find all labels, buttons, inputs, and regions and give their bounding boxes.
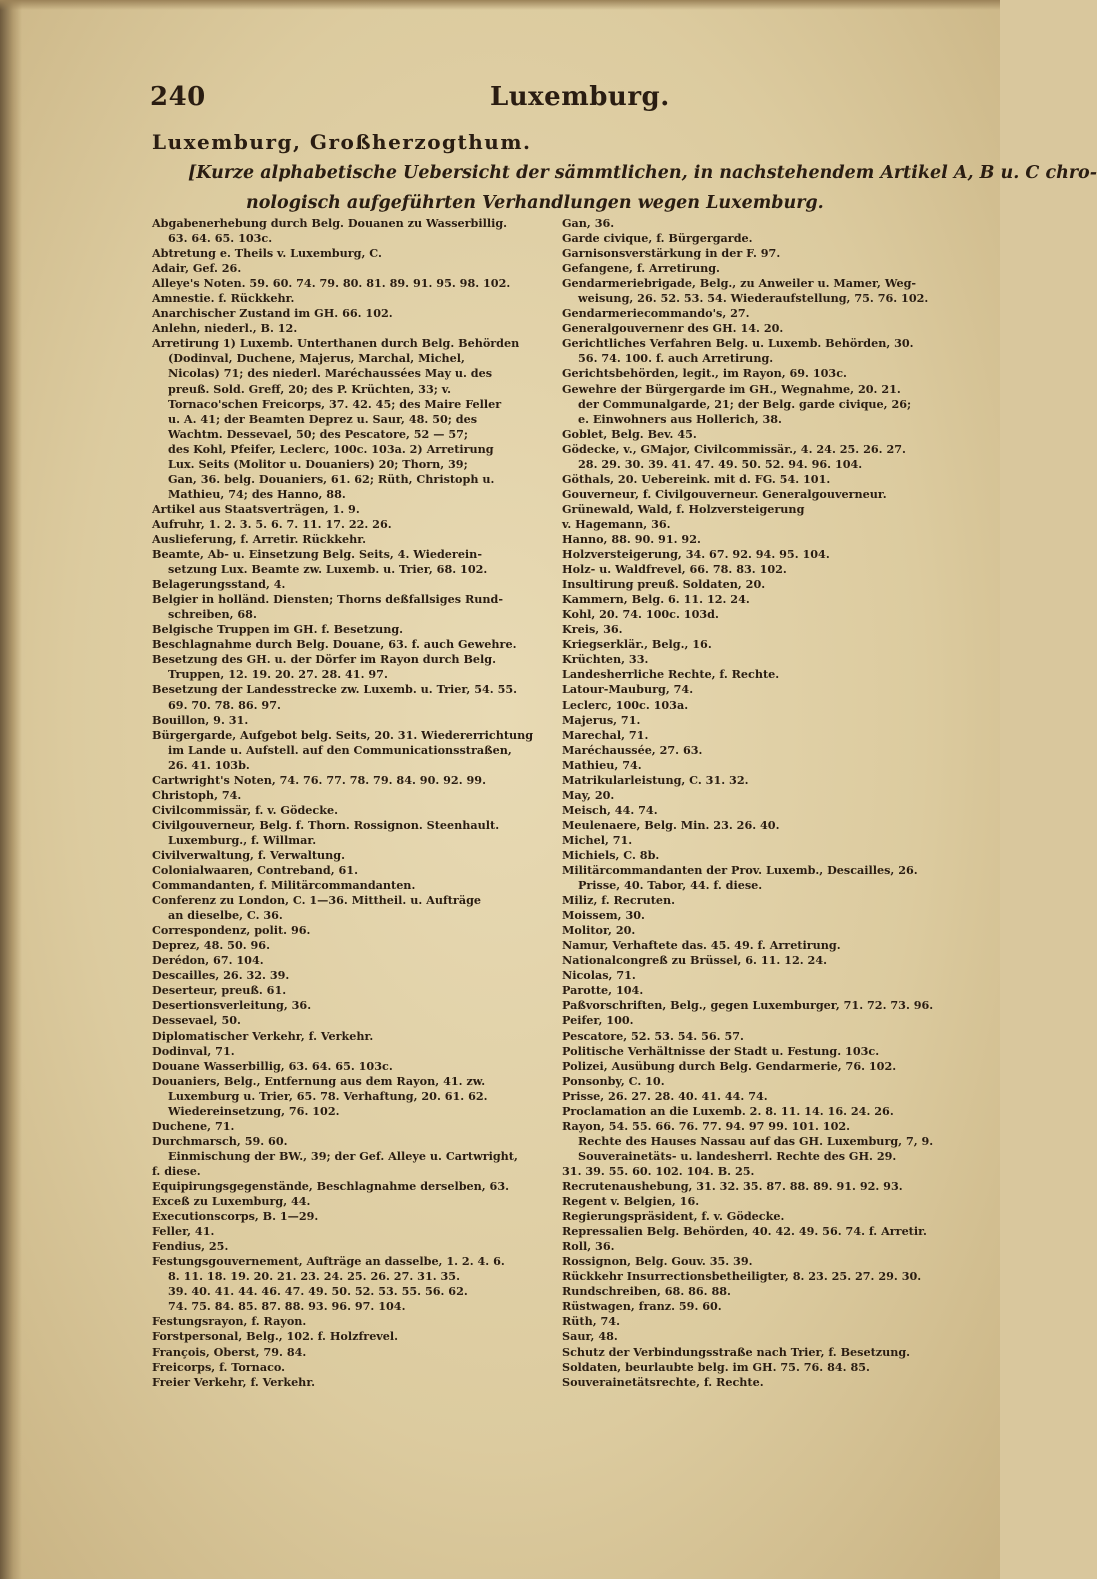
index-entry: Peifer, 100. <box>562 1013 634 1028</box>
index-entry: Meisch, 44. 74. <box>562 802 658 817</box>
index-entry: Truppen, 12. 19. 20. 27. 28. 41. 97. <box>168 667 388 682</box>
index-entry: Leclerc, 100c. 103a. <box>562 697 689 712</box>
index-entry: Arretirung 1) Luxemb. Unterthanen durch Belg. Behörden <box>152 336 520 351</box>
index-entry: Holz- u. Waldfrevel, 66. 78. 83. 102. <box>562 562 787 577</box>
index-entry: Latour-Mauburg, 74. <box>562 682 694 697</box>
index-entry: Souverainetäts- u. landesherrl. Rechte des GH. 29. <box>578 1148 897 1163</box>
index-entry: Gendarmeriebrigade, Belg., zu Anweiler u. Mamer, Weg- <box>562 276 917 291</box>
index-entry: Dodinval, 71. <box>152 1043 235 1058</box>
index-entry: Garde civique, f. Bürgergarde. <box>562 231 753 246</box>
index-entry: Dessevael, 50. <box>152 1013 241 1028</box>
index-entry: Namur, Verhaftete das. 45. 49. f. Arretirung. <box>562 938 841 953</box>
index-entry: Christoph, 74. <box>152 787 242 802</box>
index-entry: Rüstwagen, franz. 59. 60. <box>562 1299 722 1314</box>
index-entry: Durchmarsch, 59. 60. <box>152 1133 288 1148</box>
index-entry: im Lande u. Aufstell. auf den Communicationsstraßen, <box>168 742 512 757</box>
index-entry: Rückkehr Insurrectionsbetheiligter, 8. 23. 25. 27. 29. 30. <box>562 1269 922 1284</box>
index-entry: weisung, 26. 52. 53. 54. Wiederaufstellung, 75. 76. 102. <box>578 291 929 306</box>
index-entry: 39. 40. 41. 44. 46. 47. 49. 50. 52. 53. 55. 56. 62. <box>168 1284 468 1299</box>
index-entry: Parotte, 104. <box>562 983 644 998</box>
index-entry: Molitor, 20. <box>562 923 636 938</box>
index-entry: Civilgouverneur, Belg. f. Thorn. Rossignon. Steenhault. <box>152 817 500 832</box>
index-entry: Belgische Truppen im GH. f. Besetzung. <box>152 622 404 637</box>
section-title: Luxemburg, Großherzogthum. <box>152 130 532 154</box>
index-entry: Deserteur, preuß. 61. <box>152 983 287 998</box>
index-entry: Luxemburg u. Trier, 65. 78. Verhaftung, 20. 61. 62. <box>168 1088 488 1103</box>
index-entry: der Communalgarde, 21; der Belg. garde civique, 26; <box>578 396 912 411</box>
index-entry: Feller, 41. <box>152 1224 215 1239</box>
index-entry: Proclamation an die Luxemb. 2. 8. 11. 14. 16. 24. 26. <box>562 1103 894 1118</box>
index-entry: an dieselbe, C. 36. <box>168 908 283 923</box>
index-entry: Abtretung e. Theils v. Luxemburg, C. <box>152 246 382 261</box>
index-entry: Derédon, 67. 104. <box>152 953 264 968</box>
index-entry: Kreis, 36. <box>562 622 623 637</box>
index-entry: Conferenz zu London, C. 1—36. Mittheil. u. Aufträge <box>152 893 482 908</box>
index-entry: Hanno, 88. 90. 91. 92. <box>562 531 701 546</box>
index-entry: Anlehn, niederl., B. 12. <box>152 321 298 336</box>
index-entry: Beamte, Ab- u. Einsetzung Belg. Seits, 4. Wiederein- <box>152 547 482 562</box>
index-entry: Colonialwaaren, Contreband, 61. <box>152 863 358 878</box>
index-entry: Abgabenerhebung durch Belg. Douanen zu Wasserbillig. <box>152 216 508 230</box>
index-entry: 74. 75. 84. 85. 87. 88. 93. 96. 97. 104. <box>168 1299 406 1314</box>
index-entry: Politische Verhältnisse der Stadt u. Festung. 103c. <box>562 1043 880 1058</box>
index-entry: Kammern, Belg. 6. 11. 12. 24. <box>562 592 750 607</box>
index-entry: Marechal, 71. <box>562 727 649 742</box>
page-header <box>150 82 670 122</box>
index-entry: François, Oberst, 79. 84. <box>152 1344 307 1359</box>
index-entry: Moissem, 30. <box>562 908 645 923</box>
index-entry: Miliz, f. Recruten. <box>562 893 676 908</box>
index-entry: e. Einwohners aus Hollerich, 38. <box>578 411 782 426</box>
index-entry: Festungsrayon, f. Rayon. <box>152 1314 307 1329</box>
index-entry: Amnestie. f. Rückkehr. <box>152 291 295 306</box>
index-entry: Bouillon, 9. 31. <box>152 712 249 727</box>
index-column-right <box>562 216 970 1390</box>
index-entry: Michel, 71. <box>562 832 633 847</box>
index-entry: Civilcommissär, f. v. Gödecke. <box>152 802 338 817</box>
index-entry: Rayon, 54. 55. 66. 76. 77. 94. 97 99. 101. 102. <box>562 1118 851 1133</box>
index-entry: Matrikularleistung, C. 31. 32. <box>562 772 749 787</box>
index-entry: Commandanten, f. Militärcommandanten. <box>152 878 416 893</box>
index-entry: Kriegserklär., Belg., 16. <box>562 637 712 652</box>
index-entry: Göthals, 20. Uebereink. mit d. FG. 54. 101. <box>562 471 831 486</box>
index-entry: Cartwright's Noten, 74. 76. 77. 78. 79. 84. 90. 92. 99. <box>152 772 486 787</box>
index-entry: Paßvorschriften, Belg., gegen Luxemburger, 71. 72. 73. 96. <box>562 998 934 1013</box>
index-entry: Rundschreiben, 68. 86. 88. <box>562 1284 731 1299</box>
index-entry: Meulenaere, Belg. Min. 23. 26. 40. <box>562 817 780 832</box>
index-entry: Schutz der Verbindungsstraße nach Trier, f. Besetzung. <box>562 1344 911 1359</box>
index-entry: Ponsonby, C. 10. <box>562 1073 665 1088</box>
index-entry: Einmischung der BW., 39; der Gef. Alleye u. Cartwright, <box>168 1148 518 1163</box>
binding-gutter <box>0 0 22 1579</box>
index-entry: May, 20. <box>562 787 615 802</box>
index-entry: Souverainetätsrechte, f. Rechte. <box>562 1374 764 1389</box>
index-entry: Wachtm. Dessevael, 50; des Pescatore, 52 — 57; <box>168 426 469 441</box>
index-entry: Wiedereinsetzung, 76. 102. <box>168 1103 340 1118</box>
index-entry: Belagerungsstand, 4. <box>152 577 286 592</box>
index-entry: Forstpersonal, Belg., 102. f. Holzfrevel. <box>152 1329 399 1344</box>
index-entry: Saur, 48. <box>562 1329 618 1344</box>
index-entry: Repressalien Belg. Behörden, 40. 42. 49. 56. 74. f. Arretir. <box>562 1224 927 1239</box>
index-entry: Gefangene, f. Arretirung. <box>562 261 720 276</box>
summary-note-line-1: [Kurze alphabetische Uebersicht der sämmtlichen, in nachstehendem Artikel A, B u. C chro- <box>188 163 1097 183</box>
index-entry: Rossignon, Belg. Gouv. 35. 39. <box>562 1254 753 1269</box>
index-entry: 56. 74. 100. f. auch Arretirung. <box>578 351 774 366</box>
page-number: 240 <box>150 82 206 112</box>
index-entry: Goblet, Belg. Bev. 45. <box>562 426 697 441</box>
index-entry: Duchene, 71. <box>152 1118 235 1133</box>
index-entry: Besetzung der Landesstrecke zw. Luxemb. u. Trier, 54. 55. <box>152 682 518 697</box>
index-entry: Lux. Seits (Molitor u. Douaniers) 20; Thorn, 39; <box>168 456 468 471</box>
index-entry: Civilverwaltung, f. Verwaltung. <box>152 847 345 862</box>
index-entry: Rüth, 74. <box>562 1314 620 1329</box>
index-entry: Nationalcongreß zu Brüssel, 6. 11. 12. 24. <box>562 953 827 968</box>
index-entry: v. Hagemann, 36. <box>562 516 671 531</box>
index-column-left <box>152 216 550 1390</box>
index-entry: Freier Verkehr, f. Verkehr. <box>152 1374 316 1389</box>
index-entry: (Dodinval, Duchene, Majerus, Marchal, Michel, <box>168 351 465 366</box>
index-entry: Festungsgouvernement, Aufträge an dasselbe, 1. 2. 4. 6. <box>152 1254 505 1269</box>
index-entry: Gerichtsbehörden, legit., im Rayon, 69. 103c. <box>562 366 847 381</box>
index-entry: Luxemburg., f. Willmar. <box>168 832 317 847</box>
index-entry: Generalgouvernenr des GH. 14. 20. <box>562 321 784 336</box>
index-entry: Bürgergarde, Aufgebot belg. Seits, 20. 31. Wiedererrichtung <box>152 727 534 742</box>
page-top-edge <box>0 0 1000 10</box>
index-entry: Gödecke, v., GMajor, Civilcommissär., 4. 24. 25. 26. 27. <box>562 441 906 456</box>
index-entry: Roll, 36. <box>562 1239 615 1254</box>
index-entry: Gewehre der Bürgergarde im GH., Wegnahme, 20. 21. <box>562 381 901 396</box>
index-entry: Recrutenaushebung, 31. 32. 35. 87. 88. 89. 91. 92. 93. <box>562 1179 903 1193</box>
index-entry: Douane Wasserbillig, 63. 64. 65. 103c. <box>152 1058 393 1073</box>
summary-note-line-2: nologisch aufgeführten Verhandlungen wegen Luxemburg. <box>246 193 824 213</box>
index-entry: Beschlagnahme durch Belg. Douane, 63. f. auch Gewehre. <box>152 637 517 652</box>
index-entry: Gan, 36. <box>562 216 615 230</box>
index-entry: des Kohl, Pfeifer, Leclerc, 100c. 103a. 2) Arretirung <box>168 441 494 456</box>
index-entry: Belgier in holländ. Diensten; Thorns deßfallsiges Rund- <box>152 592 503 607</box>
index-entry: Descailles, 26. 32. 39. <box>152 968 290 983</box>
index-entry: Grünewald, Wald, f. Holzversteigerung <box>562 501 805 516</box>
index-entry: Regent v. Belgien, 16. <box>562 1194 700 1209</box>
index-entry: Pescatore, 52. 53. 54. 56. 57. <box>562 1028 744 1043</box>
index-entry: Holzversteigerung, 34. 67. 92. 94. 95. 104. <box>562 547 830 562</box>
index-entry: Besetzung des GH. u. der Dörfer im Rayon durch Belg. <box>152 652 496 667</box>
index-entry: Mathieu, 74; des Hanno, 88. <box>168 486 346 501</box>
index-entry: Gerichtliches Verfahren Belg. u. Luxemb. Behörden, 30. <box>562 336 914 351</box>
index-entry: Regierungspräsident, f. v. Gödecke. <box>562 1209 785 1224</box>
index-entry: Nicolas) 71; des niederl. Maréchaussées May u. des <box>168 366 493 381</box>
index-entry: preuß. Sold. Greff, 20; des P. Krüchten, 33; v. <box>168 381 452 396</box>
index-entry: Nicolas, 71. <box>562 968 636 983</box>
index-entry: Douaniers, Belg., Entfernung aus dem Rayon, 41. zw. <box>152 1073 486 1088</box>
index-entry: f. diese. <box>152 1163 201 1178</box>
index-entry: Fendius, 25. <box>152 1239 229 1254</box>
index-entry: Garnisonsverstärkung in der F. 97. <box>562 246 781 261</box>
index-entry: Tornaco'schen Freicorps, 37. 42. 45; des Maire Feller <box>168 396 502 411</box>
index-entry: Mathieu, 74. <box>562 757 642 772</box>
index-entry: Gan, 36. belg. Douaniers, 61. 62; Rüth, Christoph u. <box>168 471 495 486</box>
index-entry: Soldaten, beurlaubte belg. im GH. 75. 76. 84. 85. <box>562 1359 870 1374</box>
index-entry: Landesherrliche Rechte, f. Rechte. <box>562 667 780 682</box>
index-entry: Freicorps, f. Tornaco. <box>152 1359 286 1374</box>
index-entry: Gouverneur, f. Civilgouverneur. Generalgouverneur. <box>562 486 887 501</box>
index-entry: Insultirung preuß. Soldaten, 20. <box>562 577 766 592</box>
index-entry: Krüchten, 33. <box>562 652 649 667</box>
index-entry: schreiben, 68. <box>168 607 257 622</box>
index-entry: Militärcommandanten der Prov. Luxemb., Descailles, 26. <box>562 863 918 878</box>
summary-note <box>188 158 1097 218</box>
index-entry: Majerus, 71. <box>562 712 641 727</box>
index-entry: Kohl, 20. 74. 100c. 103d. <box>562 607 719 622</box>
index-entry: Gendarmeriecommando's, 27. <box>562 306 750 321</box>
index-entry: Desertionsverleitung, 36. <box>152 998 312 1013</box>
index-entry: 31. 39. 55. 60. 102. 104. B. 25. <box>562 1163 755 1178</box>
index-entry: Alleye's Noten. 59. 60. 74. 79. 80. 81. 89. 91. 95. 98. 102. <box>152 276 511 291</box>
index-entry: Equipirungsgegenstände, Beschlagnahme derselben, 63. <box>152 1179 510 1193</box>
index-entry: Correspondenz, polit. 96. <box>152 923 311 938</box>
index-entry: Deprez, 48. 50. 96. <box>152 938 270 953</box>
index-entry: Prisse, 26. 27. 28. 40. 41. 44. 74. <box>562 1088 768 1103</box>
index-entry: setzung Lux. Beamte zw. Luxemb. u. Trier, 68. 102. <box>168 562 488 577</box>
running-head: Luxemburg. <box>490 82 670 112</box>
index-entry: Executionscorps, B. 1—29. <box>152 1209 319 1224</box>
index-entry: 8. 11. 18. 19. 20. 21. 23. 24. 25. 26. 27. 31. 35. <box>168 1269 460 1284</box>
index-entry: Polizei, Ausübung durch Belg. Gendarmerie, 76. 102. <box>562 1058 897 1073</box>
index-entry: Artikel aus Staatsverträgen, 1. 9. <box>152 501 360 516</box>
index-entry: Aufruhr, 1. 2. 3. 5. 6. 7. 11. 17. 22. 26. <box>152 516 392 531</box>
index-entry: Rechte des Hauses Nassau auf das GH. Luxemburg, 7, 9. <box>578 1133 934 1148</box>
index-entry: Adair, Gef. 26. <box>152 261 242 276</box>
index-entry: 28. 29. 30. 39. 41. 47. 49. 50. 52. 94. 96. 104. <box>578 456 863 471</box>
index-entry: Prisse, 40. Tabor, 44. f. diese. <box>578 878 763 893</box>
index-entry: Maréchaussée, 27. 63. <box>562 742 703 757</box>
index-entry: Exceß zu Luxemburg, 44. <box>152 1194 311 1209</box>
index-entry: u. A. 41; der Beamten Deprez u. Saur, 48. 50; des <box>168 411 478 426</box>
index-entry: Michiels, C. 8b. <box>562 847 660 862</box>
index-entry: 69. 70. 78. 86. 97. <box>168 697 281 712</box>
index-entry: 63. 64. 65. 103c. <box>168 231 273 246</box>
index-entry: 26. 41. 103b. <box>168 757 250 772</box>
index-entry: Auslieferung, f. Arretir. Rückkehr. <box>152 531 367 546</box>
index-entry: Anarchischer Zustand im GH. 66. 102. <box>152 306 393 321</box>
index-entry: Diplomatischer Verkehr, f. Verkehr. <box>152 1028 374 1043</box>
